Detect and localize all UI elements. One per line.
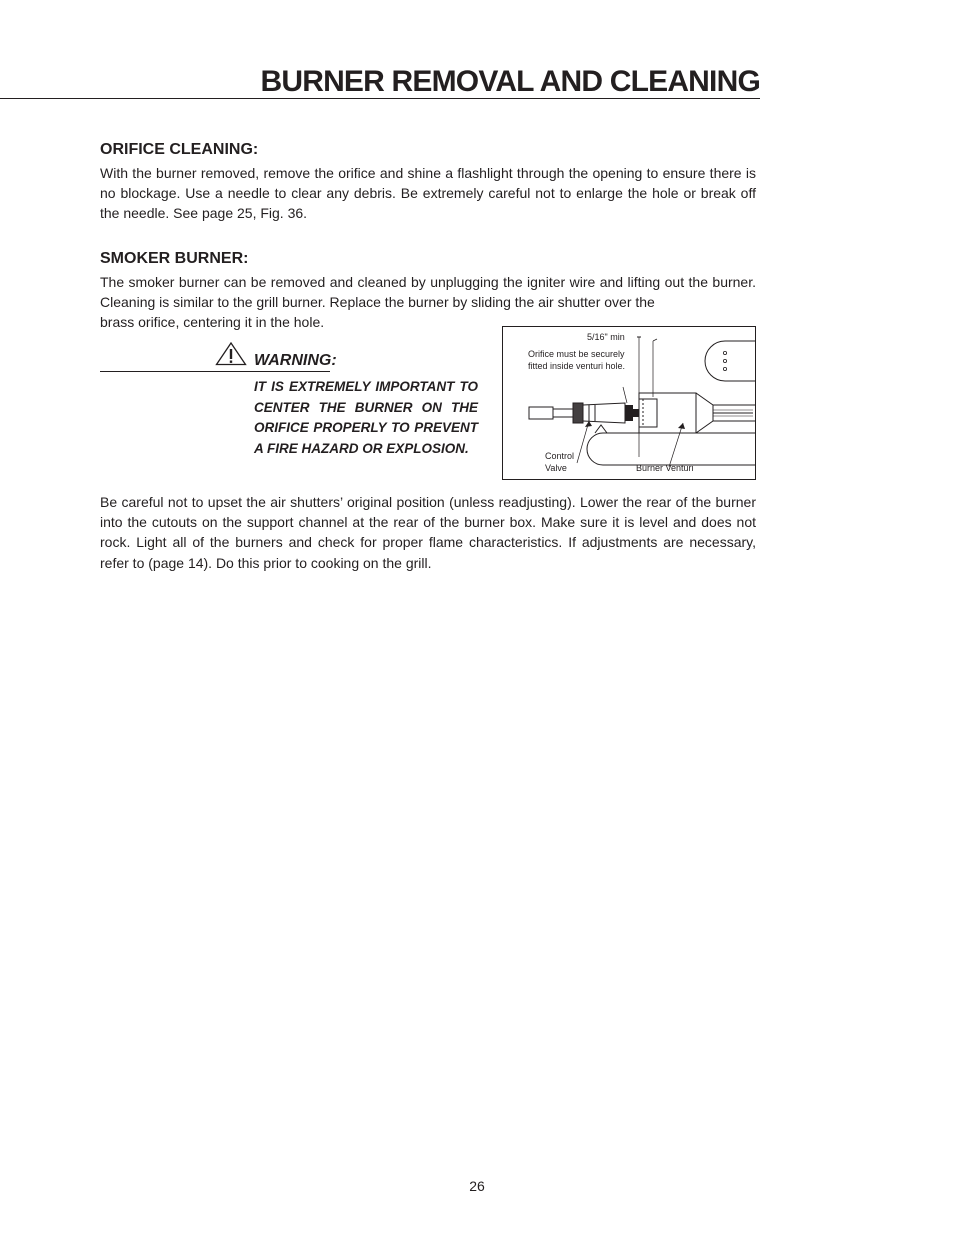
burner-orifice-figure bbox=[502, 326, 756, 480]
smoker-burner-text-end: brass orifice, centering it in the hole. bbox=[100, 314, 325, 330]
control-valve-label-line2: Valve bbox=[545, 463, 567, 473]
min-distance-label: 5/16" min bbox=[587, 332, 625, 342]
control-valve-label-line1: Control bbox=[545, 451, 575, 461]
warning-text: IT IS EXTREMELY IMPORTANT TO CENTER THE BURNER ON THE ORIFICE PROPERLY TO PREVENT A FIRE HAZARD OR EXPLOSION. bbox=[254, 379, 478, 456]
warning-rule bbox=[100, 371, 330, 372]
smoker-burner-heading: SMOKER BURNER: bbox=[100, 250, 249, 267]
orifice-note-line1: Orifice must be securely bbox=[528, 349, 625, 359]
orifice-cleaning-heading: ORIFICE CLEANING: bbox=[100, 141, 259, 158]
warning-title: WARNING: bbox=[254, 352, 337, 369]
warning-triangle-icon bbox=[215, 342, 247, 366]
smoker-burner-text: The smoker burner can be removed and cleaned by unplugging the igniter wire and lifting out the burner. Cleaning is similar to the grill burner. Replace the burner by sliding the air shutter over the bbox=[100, 274, 756, 311]
page-number: 26 bbox=[469, 1178, 485, 1194]
closing-text: Be careful not to upset the air shutters’ original position (unless readjusting). Lower the rear of the burner into the cutouts on the support channel at the rear of the burner box. Make sure it is level and does not rock. Light all of the burners and check for proper flame characteristics. If adjustments are necessary, refer to (page 14). Do this prior to cooking on the grill. bbox=[100, 494, 756, 571]
orifice-cleaning-text: With the burner removed, remove the orifice and shine a flashlight through the opening to ensure there is no blockage. Use a needle to clear any debris. Be extremely careful not to enlarge the hole or break off the needle. See page 25, Fig. 36. bbox=[100, 165, 756, 222]
burner-venturi-label: Burner Venturi bbox=[636, 463, 694, 473]
page-title: BURNER REMOVAL AND CLEANING bbox=[260, 65, 760, 98]
title-rule bbox=[0, 98, 760, 99]
orifice-note-line2: fitted inside venturi hole. bbox=[528, 361, 626, 371]
